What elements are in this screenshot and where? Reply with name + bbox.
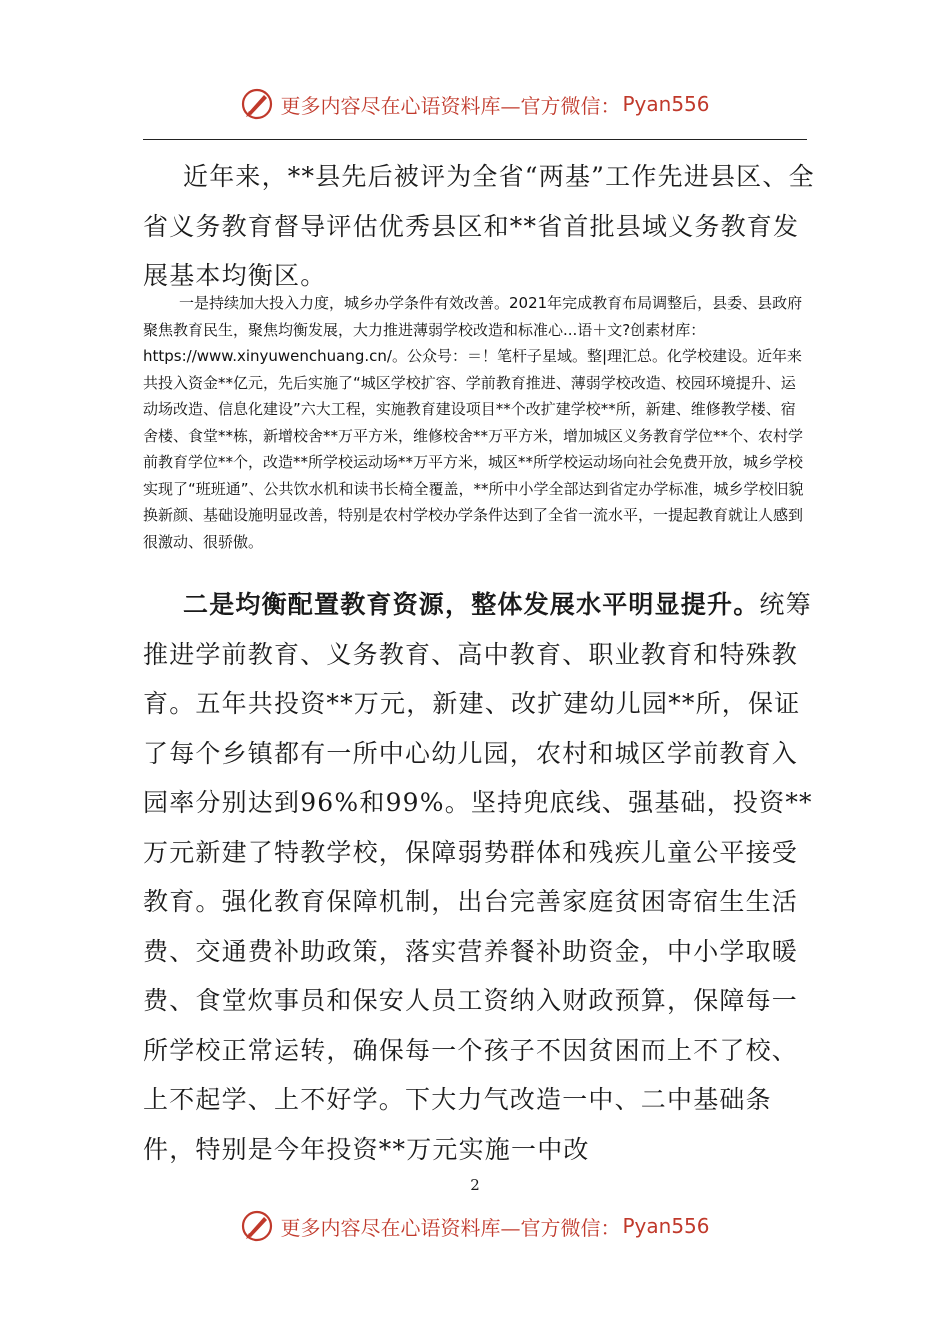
header-banner-text: 更多内容尽在心语资料库—官方微信： [280,93,621,118]
footer-banner-text: 更多内容尽在心语资料库—官方微信： [280,1215,621,1240]
paragraph-investment: 一是持续加大投入力度，城乡办学条件有效改善。2021年完成教育布局调整后，县委、县政府聚焦教育民生，聚焦均衡发展，大力推进薄弱学校改造和标准心...语＋文?创素材库：https://www.xinyuwenchuang.cn/。公众号：＝！笔杆子星域。整|理汇总。化学校建设。近年来共投入资金**亿元，先后实施了“城区学校扩容、学前教育推进、薄弱学校改造、校园环境提升、运动场改造、信息化建设”六大工程，实施教育建设项目**个改扩建学校**所，新建、维修教学楼、宿舍楼、食堂**栋，新增校舍**万平方米，维修校舍**万平方米，增加城区义务教育学位**个、农村学前教育学位**个，改造**所学校运动场**万平方米，城区**所学校运动场向社会免费开放，城乡学校实现了“班班通”、公共饮水机和读书长椅全覆盖，**所中小学全部达到省定办学标准，城乡学校旧貌换新颜、基础设施明显改善，特别是农村学校办学条件达到了全省一流水平，一提起教育就让人感到很激动、很骄傲。 [143,294,804,551]
paragraph-resources-lead: 二是均衡配置教育资源，整体发展水平明显提升。 [183,590,760,619]
page-number: 2 [470,1176,480,1194]
footer-banner-handle: Pyan556 [622,1214,710,1238]
paragraph-resources [143,580,823,1174]
header-banner-handle: Pyan556 [622,92,710,116]
header-banner [0,84,950,124]
footer-banner [0,1206,950,1246]
paragraph-resources-body: 统筹推进学前教育、义务教育、高中教育、职业教育和特殊教育。五年共投资**万元，新建、改扩建幼儿园**所，保证了每个乡镇都有一所中心幼儿园，农村和城区学前教育入园率分别达到96%和99%。坚持兜底线、强基础，投资**万元新建了特教学校，保障弱势群体和残疾儿童公平接受教育。强化教育保障机制，出台完善家庭贫困寄宿生生活费、交通费补助政策，落实营养餐补助资金，中小学取暖费、食堂炊事员和保安人员工资纳入财政预算，保障每一所学校正常运转，确保每一个孩子不因贫困而上不了校、上不起学、上不好学。下大力气改造一中、二中基础条件，特别是今年投资**万元实施一中改 [143,590,813,1164]
pen-logo-icon [240,87,274,121]
paragraph-intro: 近年来，**县先后被评为全省“两基”工作先进县区、全省义务教育督导评估优秀县区和**省首批县域义务教育发展基本均衡区。 [143,162,815,290]
pen-logo-icon [240,1209,274,1243]
header-divider [143,139,807,140]
